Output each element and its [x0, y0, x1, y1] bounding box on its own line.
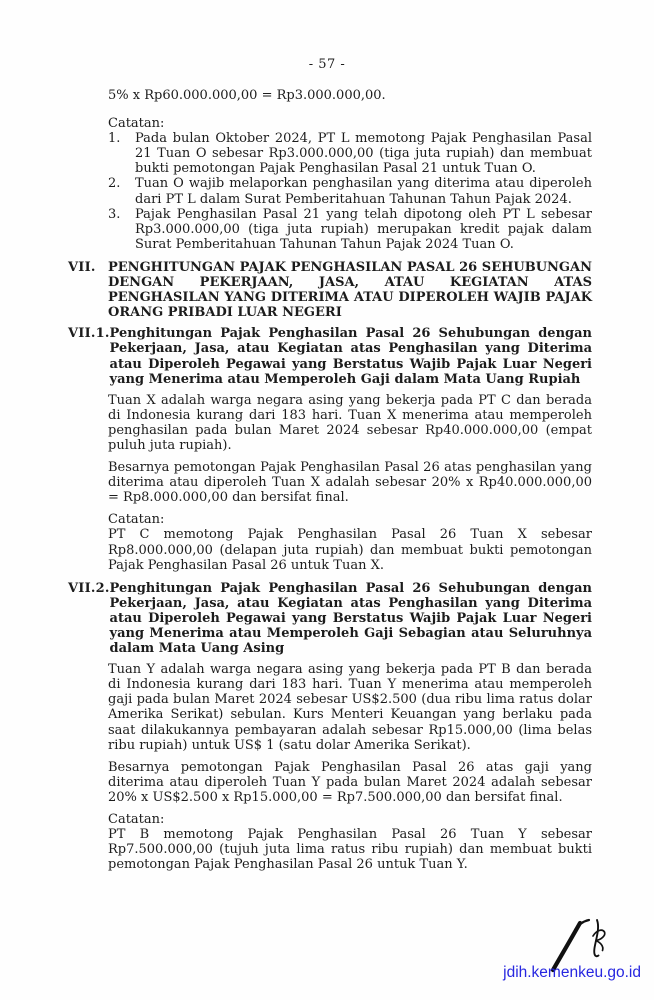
page-number: - 57 -	[308, 57, 346, 72]
section-number: VII.	[68, 259, 96, 275]
notes-text: PT C memotong Pajak Penghasilan Pasal 26 Tuan X sebesar Rp8.000.000,00 (delapan juta rupiah) dan membuat bukti pemotongan Pajak Penghasilan Pasal 26 untuk Tuan X.	[108, 527, 592, 573]
jdih-kemenkeu-link[interactable]: jdih.kemenkeu.go.id	[503, 964, 641, 981]
section-number: VII.1.	[68, 326, 110, 342]
section-number: VII.2.	[68, 580, 110, 596]
notes-text: PT B memotong Pajak Penghasilan Pasal 26 Tuan Y sebesar Rp7.500.000,00 (tujuh juta lima ratus ribu rupiah) dan membuat bukti pemotongan Pajak Penghasilan Pasal 26 untuk Tuan Y.	[108, 827, 592, 873]
notes-label: Catatan:	[108, 512, 165, 528]
notes-list	[108, 131, 592, 252]
section-title: PENGHITUNGAN PAJAK PENGHASILAN PASAL 26 SEHUBUNGAN DENGAN PEKERJAAN, JASA, ATAU KEGIATAN ATAS PENGHASILAN YANG DITERIMA ATAU DIPEROLEH WAJIB PAJAK ORANG PRIBADI LUAR NEGERI	[108, 259, 592, 321]
paragraph: Tuan Y adalah warga negara asing yang bekerja pada PT B dan berada di Indonesia kurang dari 183 hari. Tuan Y menerima atau memperoleh gaji pada bulan Maret 2024 sebesar US$2.500 (dua ribu lima ratus dolar Amerika Serikat) sebulan. Kurs Menteri Keuangan yang berlaku pada saat dilakukannya pembayaran adalah sebesar Rp15.000,00 (lima belas ribu rupiah) untuk US$ 1 (satu dolar Amerika Serikat).	[108, 662, 592, 753]
list-item-number: 1.	[108, 131, 121, 147]
paragraph: Besarnya pemotongan Pajak Penghasilan Pasal 26 atas gaji yang diterima atau diperoleh Tuan Y pada bulan Maret 2024 adalah sebesar 20% x US$2.500 x Rp15.000,00 = Rp7.500.000,00 dan bersifat final.	[108, 759, 592, 805]
list-item-number: 3.	[108, 206, 121, 222]
tax-formula-line: 5% x Rp60.000.000,00 = Rp3.000.000,00.	[108, 88, 386, 103]
notes-label: Catatan:	[108, 812, 165, 828]
notes-label: Catatan:	[108, 116, 165, 132]
list-item	[108, 176, 592, 206]
section-heading-vii-1	[68, 326, 592, 386]
paragraph: Tuan X adalah warga negara asing yang bekerja pada PT C dan berada di Indonesia kurang dari 183 hari. Tuan X menerima atau memperoleh penghasilan pada bulan Maret 2024 sebesar Rp40.000.000,00 (empat puluh juta rupiah).	[108, 392, 592, 453]
list-item-text: Pajak Penghasilan Pasal 21 yang telah dipotong oleh PT L sebesar Rp3.000.000,00 (tiga juta rupiah) merupakan kredit pajak dalam Surat Pemberitahuan Tahunan Tahun Pajak 2024 Tuan O.	[135, 206, 592, 252]
section-title: Penghitungan Pajak Penghasilan Pasal 26 Sehubungan dengan Pekerjaan, Jasa, atau Kegiatan atas Penghasilan yang Diterima atau Diperoleh Pegawai yang Berstatus Wajib Pajak Luar Negeri yang Menerima atau Memperoleh Gaji dalam Mata Uang Rupiah	[109, 326, 592, 387]
list-item-text: Pada bulan Oktober 2024, PT L memotong Pajak Penghasilan Pasal 21 Tuan O sebesar Rp3.000.000,00 (tiga juta rupiah) dan membuat bukti pemotongan Pajak Penghasilan Pasal 21 untuk Tuan O.	[135, 131, 592, 177]
list-item-text: Tuan O wajib melaporkan penghasilan yang diterima atau diperoleh dari PT L dalam Surat Pemberitahuan Tahunan Tahun Pajak 2024.	[135, 176, 592, 207]
section-heading-vii-2	[68, 581, 592, 656]
document-body	[68, 88, 592, 880]
list-item	[108, 207, 592, 252]
section-title: Penghitungan Pajak Penghasilan Pasal 26 Sehubungan dengan Pekerjaan, Jasa, atau Kegiatan atas Penghasilan yang Diterima atau Diperoleh Pegawai yang Berstatus Wajib Pajak Luar Negeri yang Menerima atau Memperoleh Gaji Sebagian atau Seluruhnya dalam Mata Uang Asing	[109, 580, 592, 657]
list-item	[108, 131, 592, 176]
section-heading-vii	[68, 260, 592, 320]
list-item-number: 2.	[108, 176, 121, 192]
paragraph: Besarnya pemotongan Pajak Penghasilan Pasal 26 atas penghasilan yang diterima atau diperoleh Tuan X adalah sebesar 20% x Rp40.000.000,00 = Rp8.000.000,00 dan bersifat final.	[108, 460, 592, 506]
